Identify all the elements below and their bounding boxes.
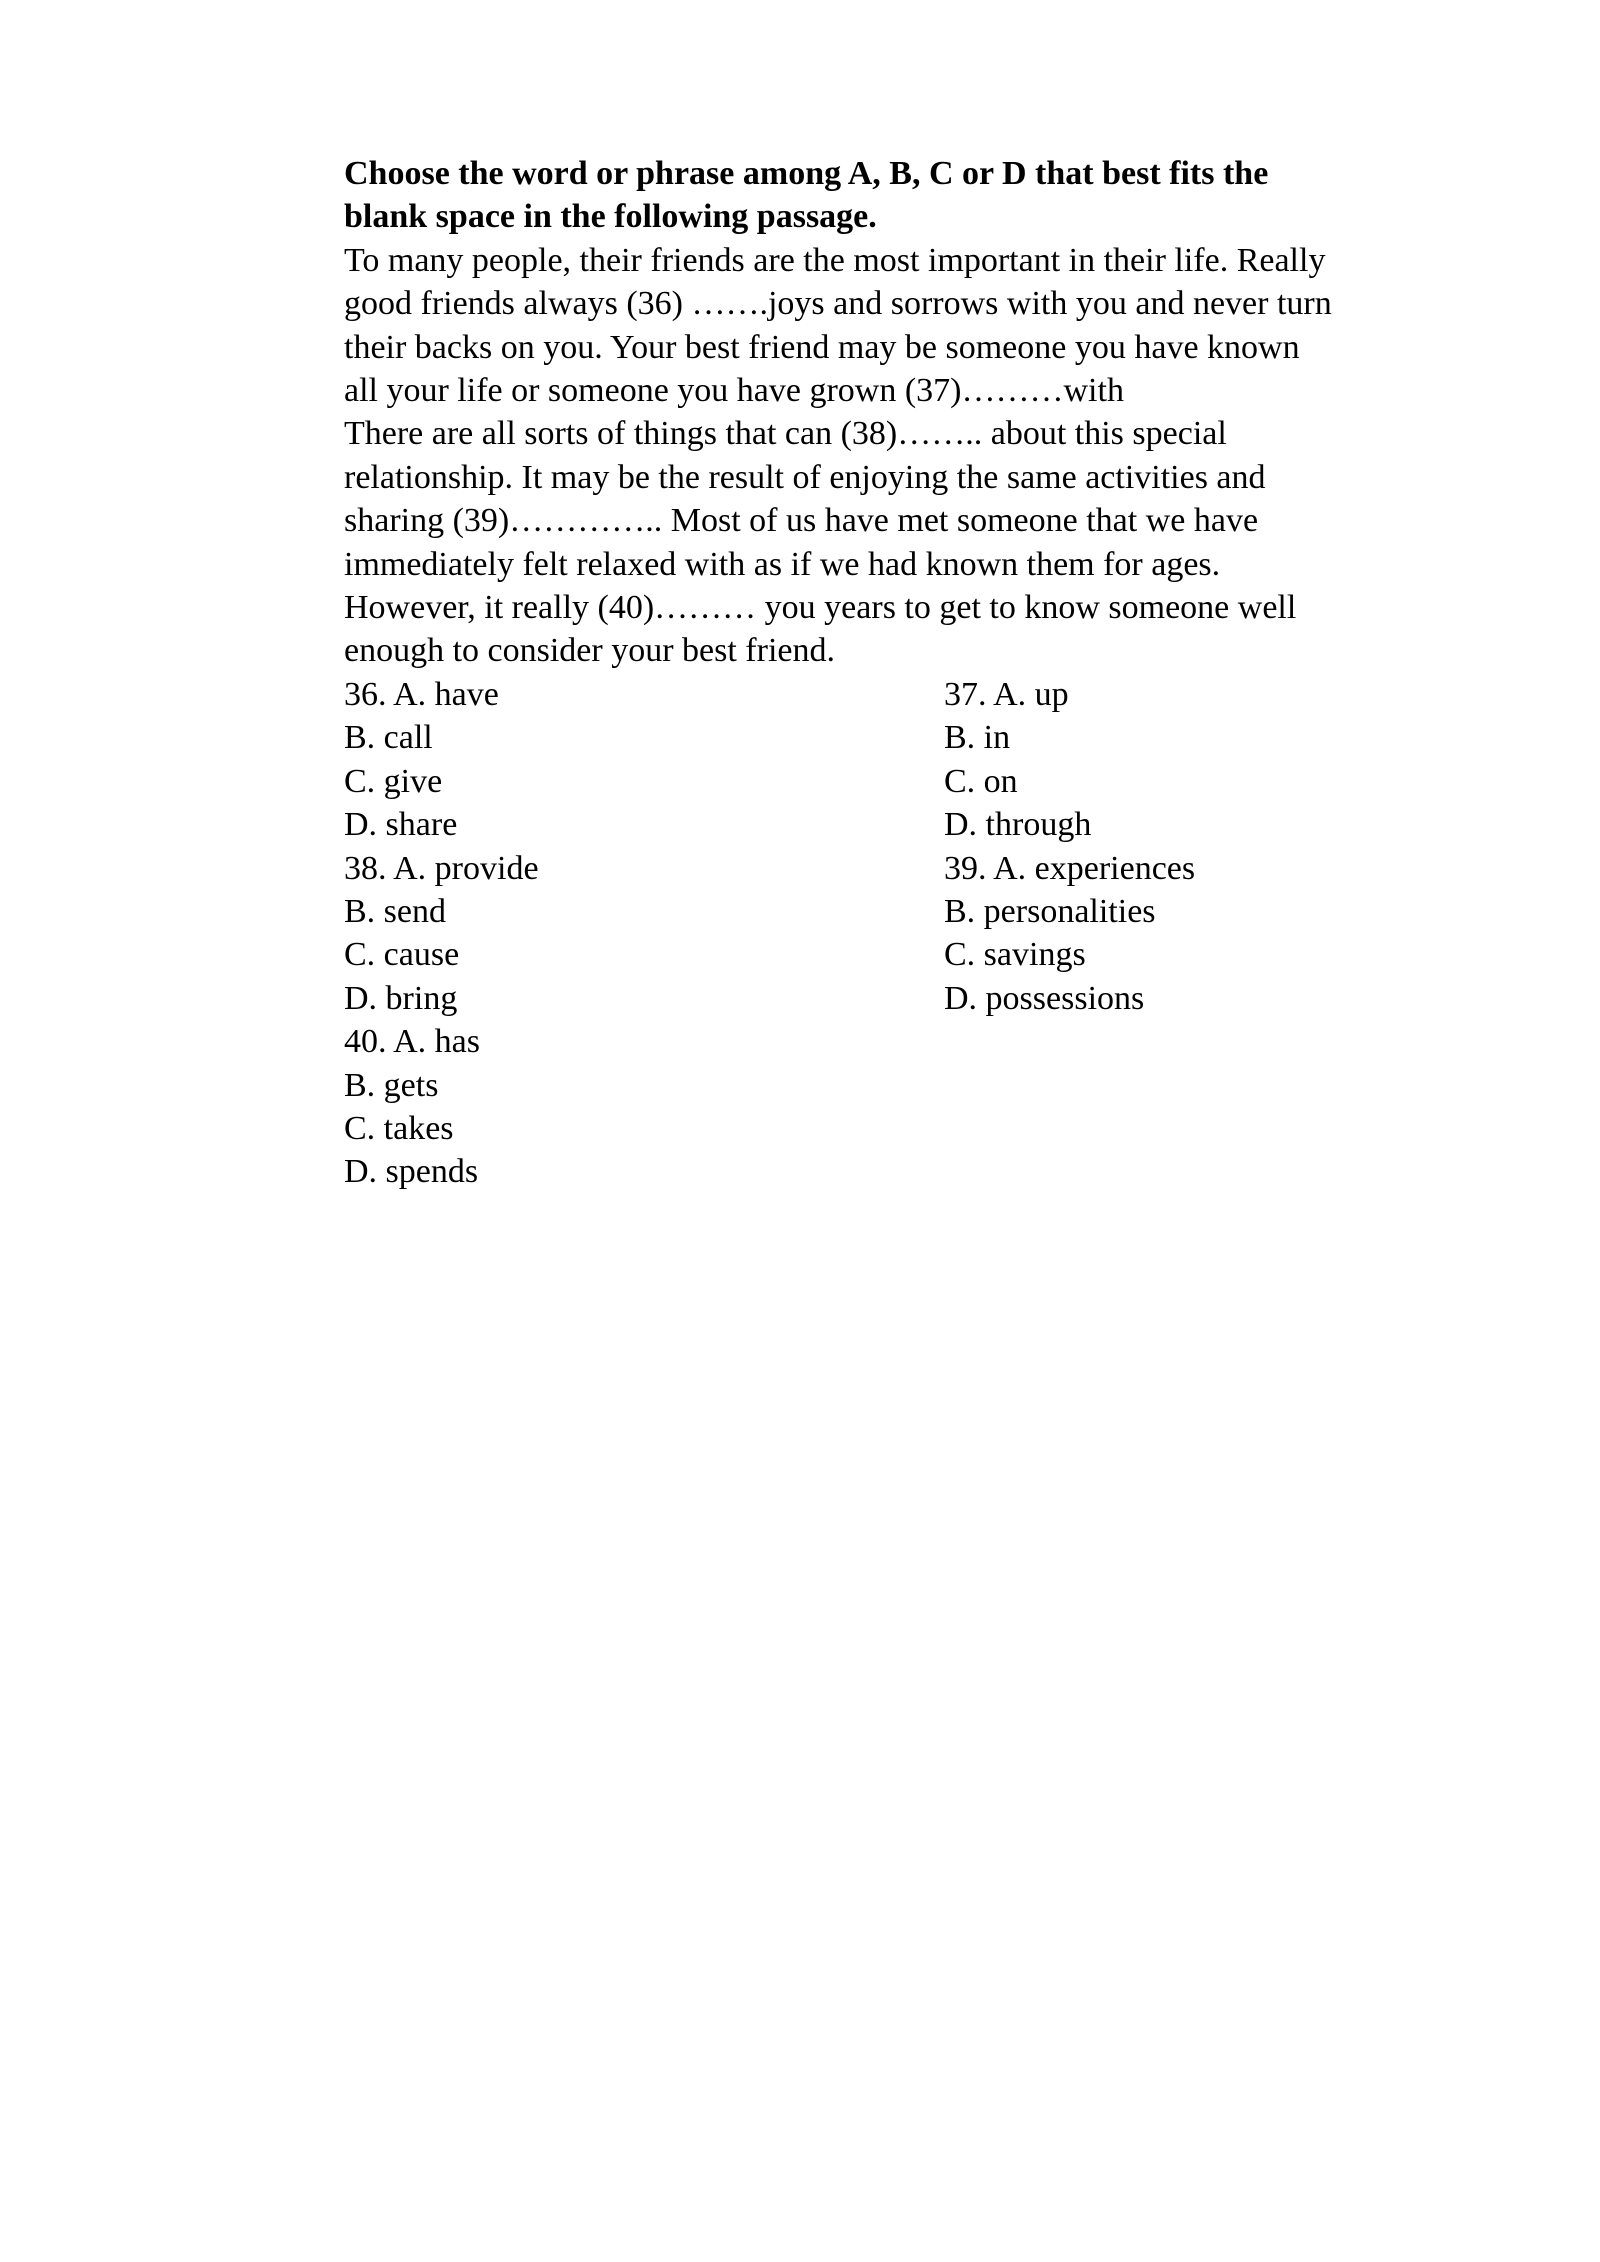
option-37-a: 37. A. up <box>944 675 1069 713</box>
question-36 <box>344 673 944 847</box>
option-37-d: D. through <box>944 806 1092 844</box>
passage-line: However, it really (40)……… you years to get to know someone well <box>344 589 1297 627</box>
passage-line: To many people, their friends are the most important in their life. Really <box>344 241 1326 279</box>
passage-line: relationship. It may be the result of enjoying the same activities and <box>344 458 1266 496</box>
question-39 <box>944 847 1456 1021</box>
option-37-c: C. on <box>944 762 1018 800</box>
option-39-a: 39. A. experiences <box>944 849 1196 887</box>
option-40-b: B. gets <box>344 1066 439 1104</box>
passage-line: enough to consider your best friend. <box>344 632 835 670</box>
passage-line: good friends always (36) …….joys and sorrows with you and never turn <box>344 285 1332 323</box>
option-36-a: 36. A. have <box>344 675 499 713</box>
option-38-c: C. cause <box>344 936 460 974</box>
option-38-a: 38. A. provide <box>344 849 539 887</box>
option-39-b: B. personalities <box>944 892 1156 930</box>
instruction-line: Choose the word or phrase among A, B, C or D that best fits the <box>344 155 1269 192</box>
option-40-a: 40. A. has <box>344 1023 480 1061</box>
option-40-d: D. spends <box>344 1153 479 1191</box>
option-38-b: B. send <box>344 892 446 930</box>
option-37-b: B. in <box>944 719 1011 757</box>
option-39-d: D. possessions <box>944 979 1145 1017</box>
option-36-c: C. give <box>344 762 443 800</box>
passage <box>344 239 1456 673</box>
passage-line: all your life or someone you have grown (37)………with <box>344 372 1124 410</box>
passage-line: immediately felt relaxed with as if we had known them for ages. <box>344 545 1221 583</box>
question-37 <box>944 673 1456 847</box>
question-40 <box>344 1020 944 1194</box>
document-page <box>344 152 1456 1194</box>
passage-line: There are all sorts of things that can (38)…….. about this special <box>344 415 1227 453</box>
option-40-c: C. takes <box>344 1109 454 1147</box>
passage-line: sharing (39)………….. Most of us have met someone that we have <box>344 502 1259 540</box>
option-36-d: D. share <box>344 806 458 844</box>
option-36-b: B. call <box>344 719 433 757</box>
option-38-d: D. bring <box>344 979 458 1017</box>
answer-options <box>344 673 1456 1194</box>
passage-line: their backs on you. Your best friend may be someone you have known <box>344 328 1300 366</box>
instruction-heading <box>344 152 1456 239</box>
option-39-c: C. savings <box>944 936 1086 974</box>
question-38 <box>344 847 944 1021</box>
instruction-line: blank space in the following passage. <box>344 198 877 236</box>
